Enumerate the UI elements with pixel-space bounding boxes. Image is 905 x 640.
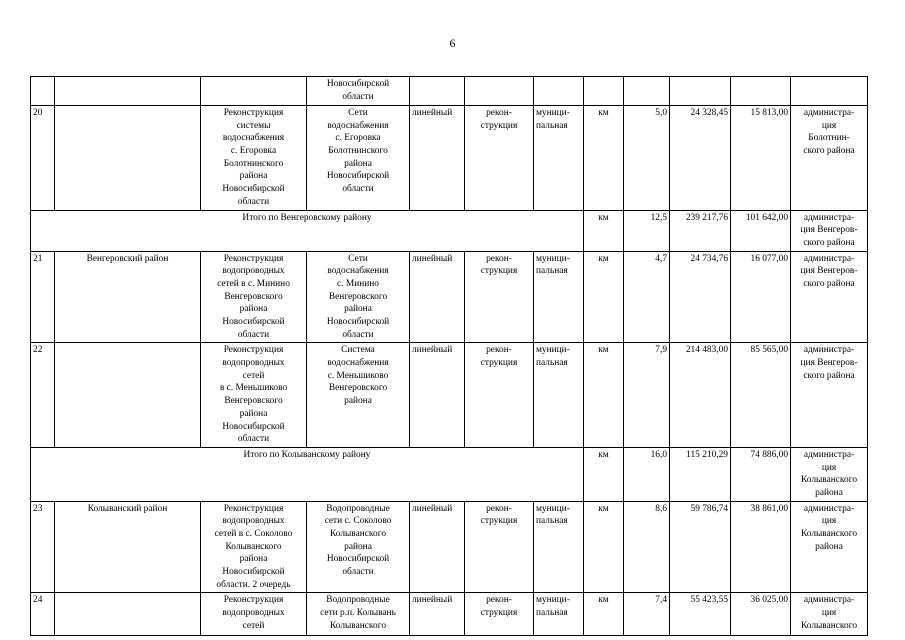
cell-line: района	[239, 171, 268, 182]
cell-line: района	[815, 487, 843, 498]
cost-total: 214 483,00	[670, 343, 731, 448]
project-name	[201, 593, 307, 636]
cell-line: Водопроводные	[326, 503, 390, 514]
work-type	[465, 593, 534, 636]
cell-line: струкция	[480, 608, 518, 619]
cell-line: водопроводных	[222, 516, 285, 527]
length-value: 12,5	[624, 210, 670, 251]
cell-line: администра-	[803, 503, 855, 514]
cell-line: района	[815, 541, 843, 552]
network-name	[307, 343, 410, 448]
cell-line: струкция	[480, 120, 518, 131]
cell-line: сети р.п. Колывань	[320, 608, 396, 619]
cell-line: сетей	[242, 620, 265, 631]
cell-line: муници-	[536, 345, 570, 356]
work-type	[465, 343, 534, 448]
cell-line: Новосибирской	[222, 421, 285, 432]
cell-line: района	[239, 304, 268, 315]
work-type	[465, 251, 534, 343]
work-type	[465, 501, 534, 593]
cell-line: ция Венгеров-	[800, 225, 858, 236]
cell-line: водопроводных	[222, 608, 285, 619]
cell-line: Колыванского	[800, 529, 858, 539]
row-number: 24	[31, 593, 55, 636]
district-name	[55, 106, 201, 211]
object-type: линейный	[410, 501, 465, 593]
cell-line: ция	[821, 462, 837, 473]
cell-line: рекон-	[486, 595, 512, 606]
ownership	[534, 501, 584, 593]
cell-line: Система	[341, 345, 375, 356]
cell-line: сетей	[242, 370, 265, 381]
length-value: 16,0	[624, 447, 670, 501]
cell-line: района	[344, 304, 372, 315]
ownership	[534, 106, 584, 211]
unit: км	[584, 501, 624, 593]
cell-line: администра-	[803, 253, 855, 264]
cell-line: ция	[821, 516, 837, 527]
cost-total: 24 734,76	[670, 251, 731, 343]
length-value: 8,6	[624, 501, 670, 593]
cell-line: Реконструкция	[223, 108, 284, 118]
cell-line: администра-	[803, 212, 855, 223]
table-row-continuation	[31, 77, 868, 106]
cell-line: Болотнин-	[808, 133, 850, 144]
cell-line: пальная	[536, 608, 568, 619]
cell-line: Водопроводные	[326, 595, 390, 606]
cell-line: района	[239, 554, 268, 565]
table-row	[31, 343, 868, 448]
network-name	[307, 501, 410, 593]
unit: км	[584, 593, 624, 636]
cell-line: Новосибирской	[222, 567, 285, 578]
project-name	[201, 501, 307, 593]
table-row-total	[31, 210, 868, 251]
cell-line: района	[344, 541, 372, 552]
cell-line: с. Егоровка	[335, 133, 381, 144]
cell-line: струкция	[480, 358, 518, 369]
ownership	[534, 343, 584, 448]
district-name: Венгеровский район	[55, 251, 201, 343]
customer	[791, 447, 868, 501]
row-number: 23	[31, 501, 55, 593]
network-name	[307, 251, 410, 343]
district-name: Колыванский район	[55, 501, 201, 593]
cost-total: 239 217,76	[670, 210, 731, 251]
project-name	[201, 343, 307, 448]
network-name	[307, 593, 410, 636]
cell-line: администра-	[803, 595, 855, 606]
cost-total: 59 786,74	[670, 501, 731, 593]
cell-line: района	[344, 396, 372, 407]
length-value: 7,9	[624, 343, 670, 448]
cell-line: администра-	[803, 449, 855, 460]
cell-line: Венгеровского	[328, 291, 388, 302]
cell-line: ция Венгеров-	[800, 358, 858, 369]
cell-line: пальная	[536, 266, 568, 277]
cell-line: муници-	[536, 253, 570, 264]
cell-line: водопроводных	[222, 266, 285, 277]
object-type: линейный	[410, 251, 465, 343]
cell-line: муници-	[536, 503, 570, 514]
total-label: Итого по Колыванскому району	[31, 447, 584, 501]
cell-line: ского района	[803, 278, 855, 289]
row-number: 22	[31, 343, 55, 448]
cell-line: муници-	[536, 595, 570, 606]
cell-line: Новосибирской	[326, 317, 390, 327]
cell-line: системы	[236, 120, 271, 131]
unit: км	[584, 210, 624, 251]
length-value: 7,4	[624, 593, 670, 636]
cell-line: Новосибирской	[326, 554, 390, 565]
cell-line: Болотнинского	[223, 158, 284, 169]
cell-line: области	[342, 184, 374, 195]
cell-line: сетей в с. Минино	[217, 278, 290, 289]
cell-line: Новосибирской	[222, 317, 285, 327]
cell-line: области	[237, 329, 270, 340]
table-row	[31, 251, 868, 343]
cell-line: струкция	[480, 266, 518, 277]
cell-line: ция	[821, 608, 837, 619]
customer	[791, 210, 868, 251]
cell-line: области	[237, 196, 270, 207]
cell-line: пальная	[536, 358, 568, 369]
cell-line: Колыванского	[329, 620, 387, 631]
object-type: линейный	[410, 593, 465, 636]
cell-line: Реконструкция	[223, 595, 284, 606]
cell-line: района	[239, 408, 268, 419]
cell-line: администра-	[803, 345, 855, 356]
cell-line: струкция	[480, 516, 518, 527]
unit: км	[584, 447, 624, 501]
project-name	[201, 251, 307, 343]
unit: км	[584, 251, 624, 343]
cell-line: Болотнинского	[328, 146, 388, 157]
objects-table	[30, 76, 868, 636]
cell-line: с. Минино	[337, 278, 379, 289]
district-name	[55, 343, 201, 448]
cell-line: сетей в с. Соколово	[214, 529, 293, 539]
table-row	[31, 501, 868, 593]
cost-budget: 36 025,00	[731, 593, 791, 636]
table-row-total	[31, 447, 868, 501]
cell-line: Новосибирской	[326, 171, 390, 182]
cell-line: в с. Меньшиково	[219, 383, 288, 394]
cell-line: ского района	[803, 237, 855, 248]
cell-line: области	[342, 329, 374, 340]
cell-line: Сети	[348, 253, 368, 264]
cell-line: Колыванского	[329, 529, 387, 539]
cell-line: рекон-	[486, 108, 512, 118]
row-number: 21	[31, 251, 55, 343]
cell-line: водоснабжения	[327, 120, 389, 131]
work-type	[465, 106, 534, 211]
cell-line: водоснабжения	[222, 133, 285, 144]
cost-budget: 38 861,00	[731, 501, 791, 593]
page-number: 6	[449, 36, 456, 50]
cell-line: Реконструкция	[223, 253, 284, 264]
cell-line: Колыванского	[800, 620, 858, 631]
unit: км	[584, 106, 624, 211]
cell-line: Колыванского	[225, 541, 282, 552]
cell-line: пальная	[536, 516, 568, 527]
cell-line: Венгеровского	[328, 383, 388, 394]
cell-line: Новосибирской	[222, 184, 285, 195]
customer	[791, 501, 868, 593]
cell-line: ция	[821, 120, 837, 131]
cell-line: сети с. Соколово	[324, 516, 392, 527]
customer	[791, 106, 868, 211]
cell-line: пальная	[536, 120, 568, 131]
table-row	[31, 593, 868, 636]
project-name	[201, 106, 307, 211]
customer	[791, 251, 868, 343]
cell-line: водоснабжения	[327, 266, 389, 277]
object-type: линейный	[410, 343, 465, 448]
cell-line: рекон-	[486, 345, 512, 356]
cell-line: ского района	[803, 146, 855, 157]
row-number: 20	[31, 106, 55, 211]
length-value: 5,0	[624, 106, 670, 211]
cell-line: рекон-	[486, 253, 512, 264]
cost-budget: 85 565,00	[731, 343, 791, 448]
cost-budget: 74 886,00	[731, 447, 791, 501]
total-label: Итого по Венгеровскому району	[31, 210, 584, 251]
network-name	[307, 106, 410, 211]
unit: км	[584, 343, 624, 448]
cell-line: области	[342, 567, 374, 578]
cell-line: ского района	[803, 370, 855, 381]
customer	[791, 343, 868, 448]
cost-budget: 101 642,00	[731, 210, 791, 251]
cell-line: Новосибирской	[326, 79, 390, 89]
cell-line: Венгеровского	[224, 396, 283, 407]
ownership	[534, 593, 584, 636]
cost-total: 55 423,55	[670, 593, 731, 636]
cell-line: водопроводных	[222, 358, 285, 369]
object-type: линейный	[410, 106, 465, 211]
length-value: 4,7	[624, 251, 670, 343]
cell-line: Реконструкция	[223, 503, 284, 514]
cell-line: рекон-	[486, 503, 512, 514]
cell-line: водоснабжения	[327, 358, 389, 369]
cell-line: Сети	[348, 108, 368, 118]
cell-line: области. 2 очередь	[216, 579, 291, 590]
cost-budget: 16 077,00	[731, 251, 791, 343]
cell-line: области	[237, 434, 270, 445]
customer	[791, 593, 868, 636]
network-cell	[307, 77, 410, 106]
cost-total: 24 328,45	[670, 106, 731, 211]
ownership	[534, 251, 584, 343]
cost-total: 115 210,29	[670, 447, 731, 501]
cell-line: Колыванского	[800, 475, 858, 486]
cell-line: с. Меньшиково	[327, 370, 389, 381]
cell-line: муници-	[536, 108, 570, 118]
table-row	[31, 106, 868, 211]
cell-line: Реконструкция	[223, 345, 284, 356]
cell-line: Венгеровского	[224, 291, 283, 302]
cell-line: администра-	[803, 108, 855, 118]
cell-line: ция Венгеров-	[800, 266, 858, 277]
cost-budget: 15 813,00	[731, 106, 791, 211]
cell-line: области	[342, 91, 374, 102]
district-name	[55, 593, 201, 636]
cell-line: района	[344, 158, 372, 169]
cell-line: с. Егоровка	[230, 146, 277, 157]
